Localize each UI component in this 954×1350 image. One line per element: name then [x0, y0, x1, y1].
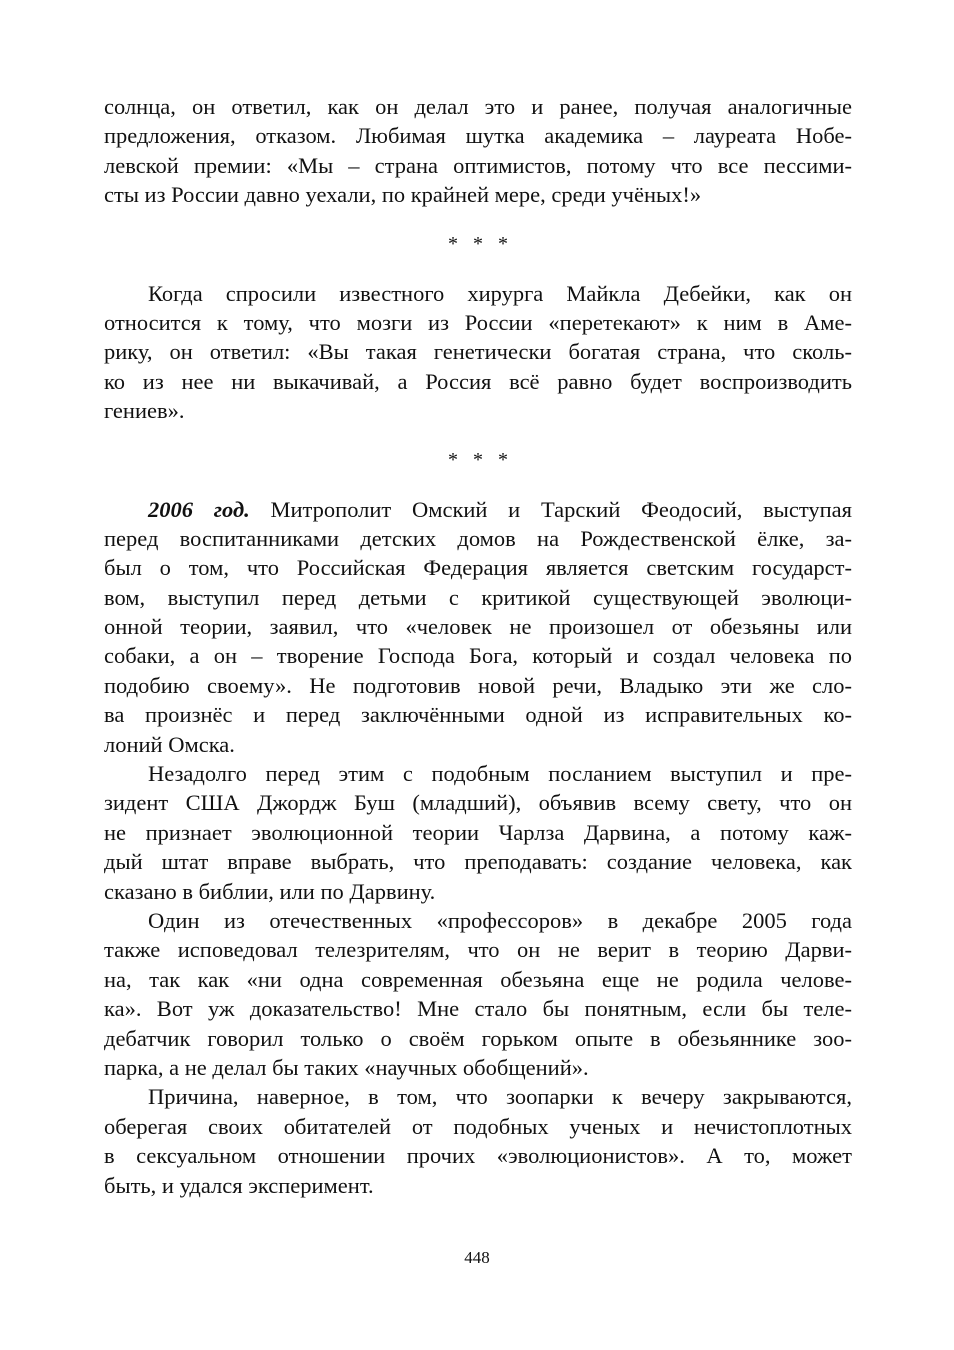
text-line: на, так как «ни одна современная обезьяна еще не родила челове-	[104, 966, 852, 992]
text-line: левской премии: «Мы – страна оптимистов, потому что все пессими-	[104, 152, 852, 178]
paragraph-debakey	[104, 279, 852, 426]
text-line: также исповедовал телезрителям, что он не верит в теорию Дарви-	[104, 937, 852, 963]
text-line	[104, 495, 852, 524]
text-line: Когда спросили известного хирурга Майкла Дебейки, как он	[148, 280, 852, 306]
text-line: солнца, он ответил, как он делал это и ранее, получая аналогичные	[104, 94, 852, 119]
text-line: сказано в библии, или по Дарвину.	[104, 878, 436, 904]
paragraph-metropolitan	[104, 495, 852, 760]
text-line: парка, а не делал бы таких «научных обобщений».	[104, 1054, 589, 1080]
paragraph-professor	[104, 906, 852, 1082]
text-line: ка». Вот уж доказательство! Мне стало бы понятным, если бы теле-	[104, 996, 852, 1022]
year-lead: 2006 год.	[148, 496, 250, 522]
paragraph-bush	[104, 759, 852, 906]
text-line: был о том, что Российская Федерация является светским государст-	[104, 555, 852, 581]
text-line: Один из отечественных «профессоров» в декабре 2005 года	[148, 907, 852, 933]
text-line: относится к тому, что мозги из России «перетекают» к ним в Аме-	[104, 309, 852, 335]
text-line: не признает эволюционной теории Чарлза Дарвина, а потому каж-	[104, 819, 852, 845]
text-line: сты из России давно уехали, по крайней мере, среди учёных!»	[104, 182, 702, 208]
text-line: лоний Омска.	[104, 731, 235, 757]
text-line: зидент США Джордж Буш (младший), объявив всему свету, что он	[104, 790, 852, 816]
text-line: рику, он ответил: «Вы такая генетически богатая страна, что сколь-	[104, 339, 852, 365]
text-line: предложения, отказом. Любимая шутка академика – лауреата Нобе-	[104, 123, 852, 149]
text-line: в сексуальном отношении прочих «эволюционистов». А то, может	[104, 1143, 852, 1169]
text-line: гениев».	[104, 398, 185, 424]
text-line: онной теории, заявил, что «человек не произошел от обезьяны или	[104, 614, 852, 640]
text-line-rest: Митрополит Омский и Тарский Феодосий, выступая	[249, 496, 853, 522]
text-line: дый штат вправе выбрать, что преподавать: создание человека, как	[104, 849, 852, 875]
page-body	[104, 92, 852, 1200]
section-separator: * * *	[448, 448, 508, 471]
text-line: перед воспитанниками детских домов на Рождественской ёлке, за-	[104, 525, 852, 551]
paragraph-academic-joke	[104, 92, 852, 210]
page-number: 448	[464, 1248, 490, 1267]
text-line: Незадолго перед этим с подобным посланием выступил и пре-	[148, 761, 852, 787]
text-line: ко из нее ни выкачивай, а Россия всё равно будет воспроизводить	[104, 368, 852, 394]
text-line: Причина, наверное, в том, что зоопарки к вечеру закрываются,	[148, 1084, 852, 1110]
text-line: ва произнёс и перед заключёнными одной из исправительных ко-	[104, 702, 852, 728]
text-line: дебатчик говорил только о своём горьком опыте в обезьяннике зоо-	[104, 1025, 852, 1051]
text-line: оберегая своих обитателей от подобных ученых и нечистоплотных	[104, 1113, 852, 1139]
section-separator: * * *	[448, 232, 508, 255]
text-line: собаки, а он – творение Господа Бога, который и создал человека по	[104, 643, 852, 669]
text-line: вом, выступил перед детьми с критикой существующей эволюци-	[104, 584, 852, 610]
paragraph-zoo	[104, 1082, 852, 1200]
text-line: быть, и удался эксперимент.	[104, 1172, 374, 1198]
text-line: подобию своему». Не подготовив новой речи, Владыко эти же сло-	[104, 672, 852, 698]
